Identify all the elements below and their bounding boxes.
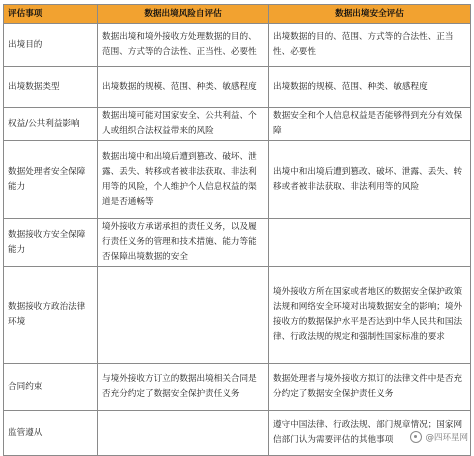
table-row <box>4 141 471 219</box>
self-assessment-cell: 数据出境可能对国家安全、公共利益、个人或组织合法权益带来的风险 <box>98 108 269 141</box>
item-cell: 数据处理者安全保障能力 <box>4 141 98 219</box>
security-assessment-cell: 遵守中国法律、行政法规、部门规章情况；国家网信部门认为需要评估的其他事项 <box>269 411 471 456</box>
self-assessment-cell: 数据出境中和出境后遭到篡改、破坏、泄露、丢失、转移或者被非法获取、非法利用等的风险，个人维护个人信息权益的渠道是否通畅等 <box>98 141 269 219</box>
table-header-row <box>4 5 471 24</box>
item-cell: 监管遵从 <box>4 411 98 456</box>
item-cell: 权益/公共利益影响 <box>4 108 98 141</box>
security-assessment-cell: 出境数据的目的、范围、方式等的合法性、正当性、必要性 <box>269 24 471 67</box>
header-security-assessment: 数据出境安全评估 <box>269 5 471 24</box>
self-assessment-cell: 出境数据的规模、范围、种类、敏感程度 <box>98 67 269 108</box>
table-row <box>4 108 471 141</box>
self-assessment-cell <box>98 267 269 364</box>
item-cell: 合同约束 <box>4 364 98 411</box>
self-assessment-cell: 数据出境和境外接收方处理数据的目的、范围、方式等的合法性、正当性、必要性 <box>98 24 269 67</box>
security-assessment-cell: 出境数据的规模、范围、种类、敏感程度 <box>269 67 471 108</box>
self-assessment-cell <box>98 411 269 456</box>
circle-logo-icon <box>410 431 422 443</box>
table-row <box>4 267 471 364</box>
table-row <box>4 67 471 108</box>
header-assessment-item: 评估事项 <box>4 5 98 24</box>
table-row <box>4 364 471 411</box>
header-self-assessment: 数据出境风险自评估 <box>98 5 269 24</box>
assessment-comparison-table <box>3 4 471 456</box>
item-cell: 数据接收方安全保障能力 <box>4 219 98 267</box>
item-cell: 出境数据类型 <box>4 67 98 108</box>
security-assessment-cell: 出境中和出境后遭到篡改、破坏、泄露、丢失、转移或者被非法获取、非法利用等的风险 <box>269 141 471 219</box>
item-cell: 出境目的 <box>4 24 98 67</box>
table-row <box>4 411 471 456</box>
self-assessment-cell: 与境外接收方订立的数据出境相关合同是否充分约定了数据安全保护责任义务 <box>98 364 269 411</box>
watermark-text: @四环星网 <box>425 433 468 443</box>
item-cell: 数据接收方政治法律环境 <box>4 267 98 364</box>
security-assessment-cell: 数据安全和个人信息权益是否能够得到充分有效保障 <box>269 108 471 141</box>
security-assessment-cell: 数据处理者与境外接收方拟订的法律文件中是否充分约定了数据安全保护责任义务 <box>269 364 471 411</box>
security-assessment-cell: 境外接收方所在国家或者地区的数据安全保护政策法规和网络安全环境对出境数据安全的影响；境外接收方的数据保护水平是否达到中华人民共和国法律、行政法规的规定和强制性国家标准的要求 <box>269 267 471 364</box>
table-row <box>4 219 471 267</box>
watermark <box>410 431 468 443</box>
table-row <box>4 24 471 67</box>
security-assessment-cell <box>269 219 471 267</box>
self-assessment-cell: 境外接收方承诺承担的责任义务，以及履行责任义务的管理和技术措施、能力等能否保障出境数据的安全 <box>98 219 269 267</box>
